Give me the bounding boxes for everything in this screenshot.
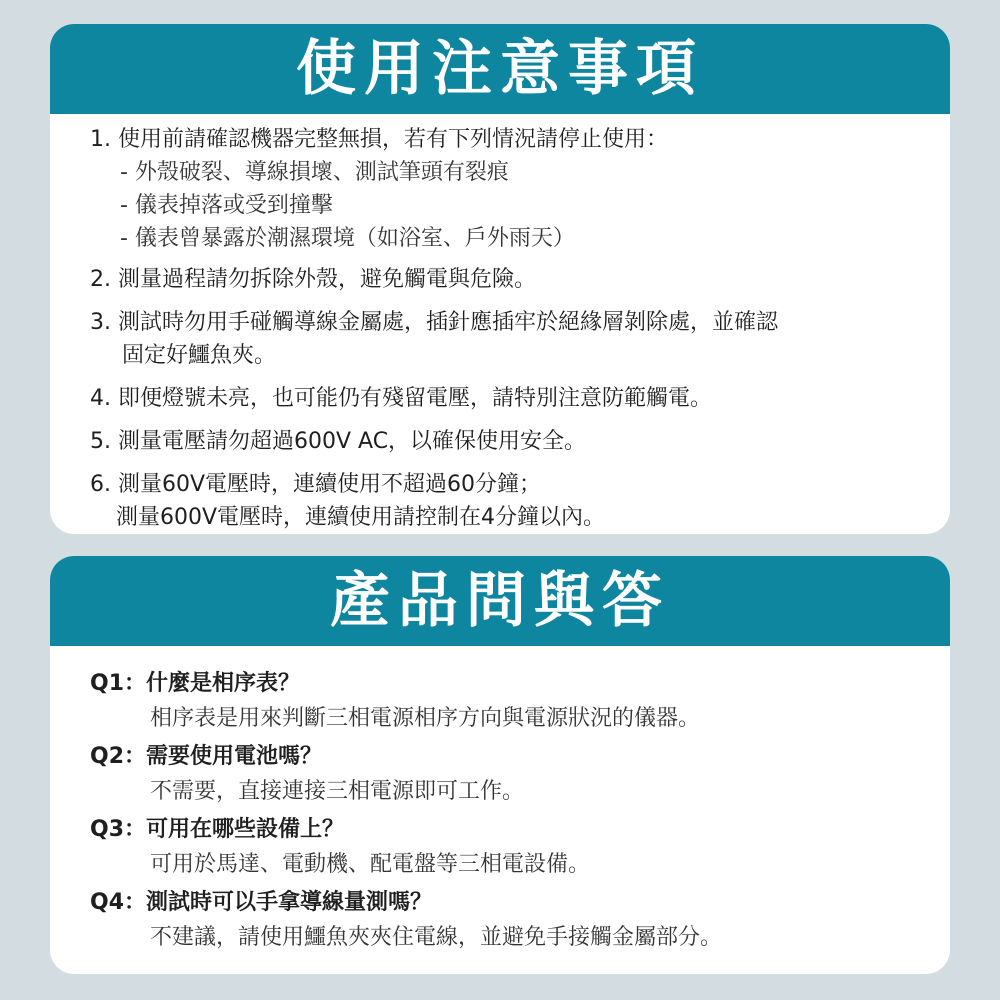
note-continuation: 固定好鱷魚夾。 xyxy=(122,343,277,368)
faq-question-3: Q3：可用在哪些設備上？ xyxy=(90,817,345,842)
note-item-6 xyxy=(90,469,541,501)
faq-question-2: Q2：需要使用電池嗎？ xyxy=(90,744,323,769)
note-number: 4. xyxy=(90,386,111,411)
faq-title: 產品問與答 xyxy=(330,566,670,636)
faq-card xyxy=(50,556,950,974)
faq-header xyxy=(50,556,950,646)
faq-answer-1: 相序表是用來判斷三相電源相序方向與電源狀況的儀器。 xyxy=(150,706,701,731)
note-subitem: - 外殼破裂、導線損壞、測試筆頭有裂痕 xyxy=(120,160,509,185)
note-item-4 xyxy=(90,383,712,415)
note-number: 1. xyxy=(90,127,111,152)
note-text: 測量電壓請勿超過600V AC，以確保使用安全。 xyxy=(118,429,587,454)
faq-answer-4: 不建議，請使用鱷魚夾夾住電線，並避免手接觸金屬部分。 xyxy=(150,925,723,950)
note-text: 測試時勿用手碰觸導線金屬處，插針應插牢於絕緣層剝除處，並確認 xyxy=(118,310,779,335)
usage-notes-title: 使用注意事項 xyxy=(296,34,704,104)
note-item-5 xyxy=(90,426,586,458)
note-continuation: 測量600V電壓時，連續使用請控制在4分鐘以內。 xyxy=(116,505,606,530)
faq-question-4: Q4：測試時可以手拿導線量測嗎？ xyxy=(90,890,433,915)
note-item-3 xyxy=(90,307,778,339)
note-number: 6. xyxy=(90,472,111,497)
note-subitem: - 儀表曾暴露於潮濕環境（如浴室、戶外雨天） xyxy=(120,226,575,251)
note-number: 3. xyxy=(90,310,111,335)
faq-question-1: Q1：什麼是相序表？ xyxy=(90,671,301,696)
note-number: 2. xyxy=(90,267,111,292)
note-number: 5. xyxy=(90,429,111,454)
usage-notes-header xyxy=(50,24,950,114)
note-text: 測量過程請勿拆除外殼，避免觸電與危險。 xyxy=(118,267,537,292)
note-text: 測量60V電壓時，連續使用不超過60分鐘； xyxy=(118,472,542,497)
note-item-2 xyxy=(90,264,536,296)
note-text: 即便燈號未亮，也可能仍有殘留電壓，請特別注意防範觸電。 xyxy=(118,386,713,411)
note-text: 使用前請確認機器完整無損，若有下列情況請停止使用： xyxy=(118,127,669,152)
faq-answer-2: 不需要，直接連接三相電源即可工作。 xyxy=(150,779,525,804)
usage-notes-card xyxy=(50,24,950,534)
note-subitem: - 儀表掉落或受到撞擊 xyxy=(120,193,333,218)
note-item-1 xyxy=(90,124,668,156)
faq-answer-3: 可用於馬達、電動機、配電盤等三相電設備。 xyxy=(150,852,591,877)
